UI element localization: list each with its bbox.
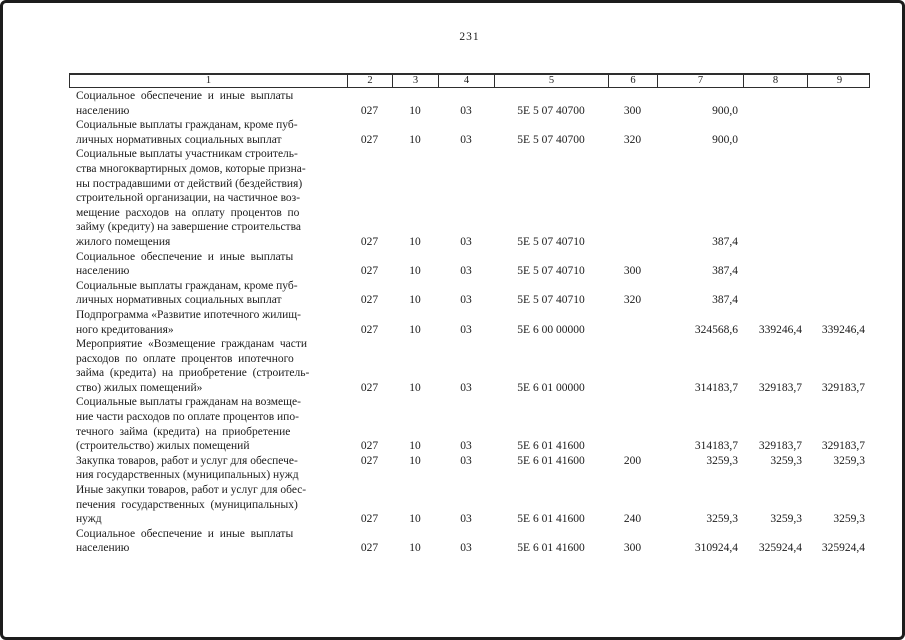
row-cell-col9: 329183,7 [821,381,865,394]
row-cell-col5: 5Е 5 07 40710 [517,235,585,248]
table-row [69,483,870,527]
budget-table [69,73,870,556]
header-cell-8: 8 [744,75,808,87]
row-cell-col5: 5Е 5 07 40700 [517,133,585,146]
row-cell-col5: 5Е 6 01 41600 [517,454,585,467]
table-row [69,118,870,147]
row-cell-col7: 324568,6 [694,323,738,336]
row-name-cell: Социальные выплаты гражданам, кроме пуб- личных нормативных социальных выплат [76,279,298,307]
table-header-row [69,73,870,88]
row-cell-col3: 10 [409,133,421,146]
header-cell-5: 5 [495,75,609,87]
row-cell-col6: 300 [623,104,642,117]
page-number: 231 [459,31,480,43]
row-cell-col7: 3259,3 [706,454,738,467]
table-row [69,527,870,556]
row-cell-col7: 387,4 [712,294,738,307]
row-cell-col5: 5Е 6 00 00000 [517,323,585,336]
row-cell-col9: 339246,4 [821,323,865,336]
row-cell-col4: 03 [460,294,472,307]
row-cell-col7: 900,0 [712,104,738,117]
row-cell-col5: 5Е 5 07 40710 [517,265,585,278]
row-name-cell: Закупка товаров, работ и услуг для обеспече- ния государственных (муниципальных) нужд [76,454,299,482]
table-row [69,250,870,279]
row-cell-col9: 3259,3 [833,454,865,467]
row-cell-col3: 10 [409,265,421,278]
row-cell-col8: 329183,7 [758,440,802,453]
header-cell-9: 9 [836,75,843,86]
row-cell-col3: 10 [409,513,421,526]
row-cell-col4: 03 [460,542,472,555]
row-cell-col7: 900,0 [712,133,738,146]
row-cell-col5: 5Е 6 01 00000 [517,381,585,394]
row-cell-col4: 03 [460,133,472,146]
row-cell-col2: 027 [360,542,379,555]
row-cell-col7: 314183,7 [694,440,738,453]
row-cell-col2: 027 [360,294,379,307]
table-row [69,147,870,249]
table-row [69,308,870,337]
row-cell-col9: 329183,7 [821,440,865,453]
row-cell-col3: 10 [409,440,421,453]
row-cell-col5: 5Е 5 07 40700 [517,104,585,117]
row-cell-col2: 027 [360,440,379,453]
row-cell-col7: 3259,3 [706,513,738,526]
row-cell-col5: 5Е 6 01 41600 [517,513,585,526]
row-cell-col8: 3259,3 [770,513,802,526]
header-cell-7: 7 [658,75,744,87]
row-cell-col6: 320 [623,133,642,146]
row-cell-col2: 027 [360,104,379,117]
row-name-cell: Социальное обеспечение и иные выплаты населению [76,250,294,278]
row-cell-col3: 10 [409,294,421,307]
row-cell-col4: 03 [460,265,472,278]
row-cell-col8: 339246,4 [758,323,802,336]
row-cell-col6: 300 [623,265,642,278]
row-cell-col2: 027 [360,133,379,146]
header-cell-2: 2 [348,75,393,87]
header-cell-6: 6 [609,75,658,87]
row-cell-col3: 10 [409,381,421,394]
row-name-cell: Иные закупки товаров, работ и услуг для обес- печения государственных (муниципальных) нужд [76,484,307,526]
row-cell-col2: 027 [360,323,379,336]
row-cell-col8: 3259,3 [770,454,802,467]
table-body [69,88,870,556]
table-row [69,395,870,453]
row-cell-col4: 03 [460,513,472,526]
row-cell-col2: 027 [360,381,379,394]
row-cell-col7: 314183,7 [694,381,738,394]
row-name-cell: Социальные выплаты гражданам на возмеще- ние части расходов по оплате процентов ипо- течного займа (кредита) на приобретение (строительство) жилых помещений [76,396,301,453]
row-cell-col9: 325924,4 [821,542,865,555]
table-row [69,337,870,395]
row-cell-col5: 5Е 6 01 41600 [517,440,585,453]
row-cell-col4: 03 [460,454,472,467]
row-cell-col7: 310924,4 [694,542,738,555]
row-cell-col6: 240 [623,513,642,526]
header-cell-1: 1 [70,75,348,87]
row-cell-col3: 10 [409,323,421,336]
row-name-cell: Социальное обеспечение и иные выплаты населению [76,527,294,555]
row-cell-col6: 300 [623,542,642,555]
row-name-cell: Подпрограмма «Развитие ипотечного жилищ- ного кредитования» [76,308,301,336]
table-row [69,454,870,483]
row-cell-col2: 027 [360,235,379,248]
row-name-cell: Мероприятие «Возмещение гражданам части расходов по оплате процентов ипотечного займа (кредита) на приобретение (строитель- ство) жилых помещений» [76,338,310,394]
row-cell-col7: 387,4 [712,265,738,278]
row-cell-col9: 3259,3 [833,513,865,526]
row-cell-col5: 5Е 6 01 41600 [517,542,585,555]
row-cell-col4: 03 [460,235,472,248]
table-row [69,89,870,118]
header-cell-4: 4 [439,75,495,87]
row-cell-col8: 329183,7 [758,381,802,394]
header-cell-3: 3 [393,75,439,87]
row-cell-col3: 10 [409,542,421,555]
row-cell-col5: 5Е 5 07 40710 [517,294,585,307]
row-cell-col3: 10 [409,235,421,248]
row-name-cell: Социальное обеспечение и иные выплаты населению [76,90,294,117]
table-row [69,279,870,308]
row-cell-col4: 03 [460,104,472,117]
row-cell-col3: 10 [409,104,421,117]
row-cell-col2: 027 [360,265,379,278]
row-name-cell: Социальные выплаты участникам строитель- ства многоквартирных домов, которые призна- ны пострадавшими от действий (бездействия) строительной организации, на частичное воз- мещение расходов на оплату процентов по займу (кредиту) на завершение строительства жилого помещения [76,148,306,248]
row-cell-col8: 325924,4 [758,542,802,555]
row-cell-col4: 03 [460,440,472,453]
row-cell-col7: 387,4 [712,235,738,248]
row-cell-col2: 027 [360,454,379,467]
row-cell-col6: 200 [623,454,642,467]
row-cell-col2: 027 [360,513,379,526]
row-cell-col6: 320 [623,294,642,307]
row-cell-col4: 03 [460,323,472,336]
row-name-cell: Социальные выплаты гражданам, кроме пуб- личных нормативных социальных выплат [76,119,298,146]
row-cell-col3: 10 [409,454,421,467]
row-cell-col4: 03 [460,381,472,394]
